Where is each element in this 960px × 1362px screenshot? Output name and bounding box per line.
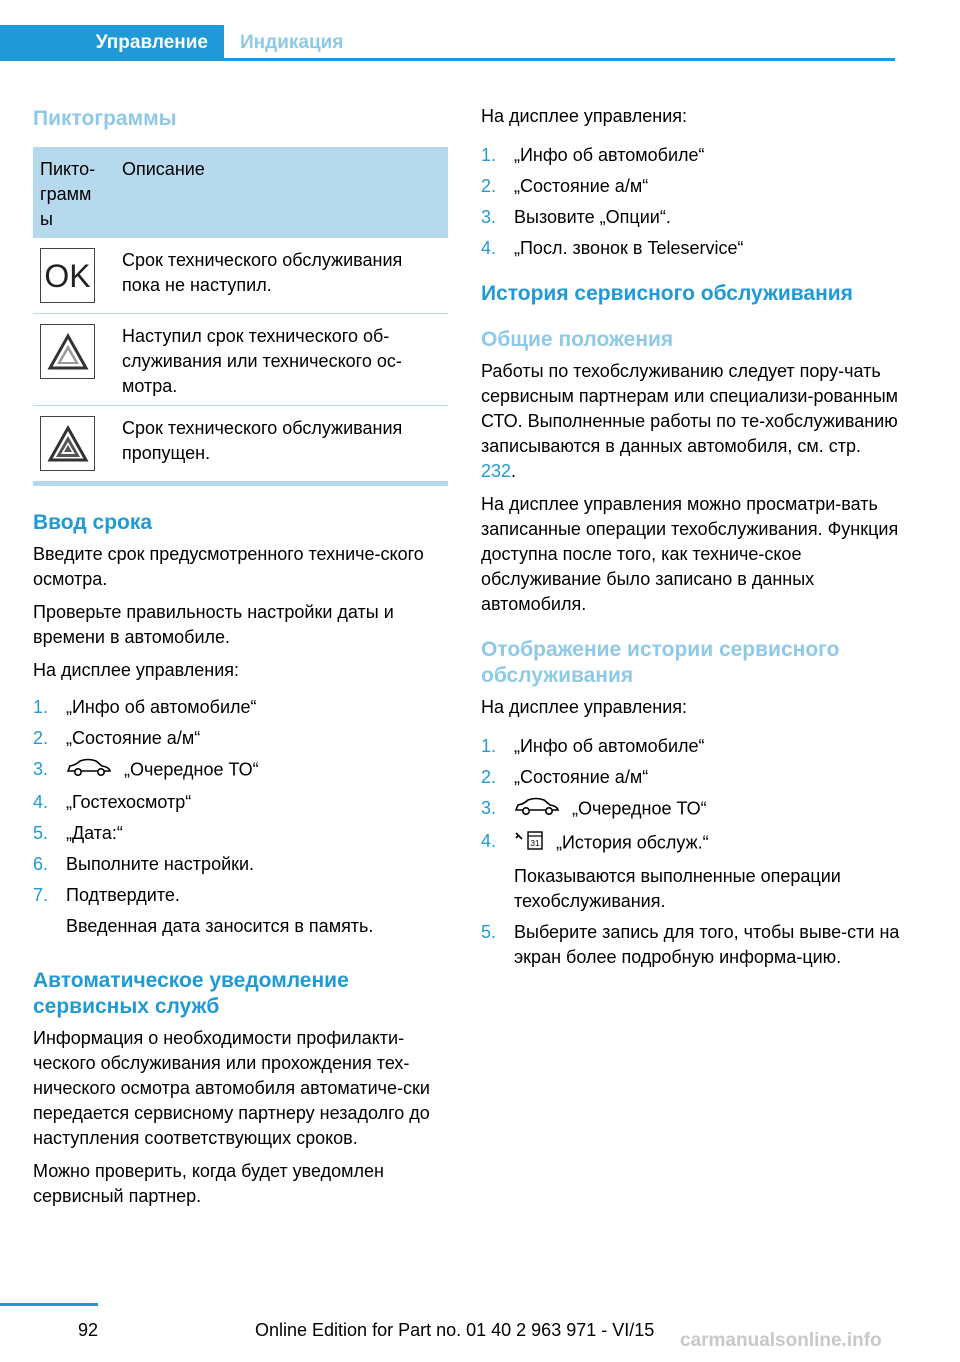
step-text: „Состояние а/м“ [514, 767, 649, 787]
pictogram-table [33, 147, 448, 481]
step-number: 5. [33, 823, 49, 843]
list-item [481, 765, 901, 790]
step-text: „Состояние а/м“ [66, 728, 201, 748]
step-number: 4. [481, 831, 497, 851]
step-list [481, 143, 901, 261]
list-item [33, 821, 448, 846]
step-number: 2. [33, 728, 49, 748]
paragraph: На дисплее управления: [33, 660, 240, 680]
step-number: 1. [481, 736, 497, 756]
tab-displays[interactable] [240, 25, 343, 61]
svg-text:OK: OK [44, 258, 91, 293]
page-link[interactable]: 232 [481, 461, 512, 481]
page-number: 92 [77, 1320, 98, 1340]
list-item [481, 236, 901, 261]
step-subtext: Показываются выполненные операции техобслуживания. [514, 866, 841, 911]
paragraph: На дисплее управления: [481, 106, 688, 126]
step-number: 2. [481, 767, 497, 787]
footer-rule [0, 1303, 98, 1306]
step-text: „Инфо об автомобиле“ [514, 736, 705, 756]
step-text: „Инфо об автомобиле“ [514, 145, 705, 165]
list-item [33, 757, 448, 784]
auto-notify-section [33, 968, 448, 1217]
paragraph: Информация о необходимости профилакти-ческого обслуживания или прохождения тех-нического осмотра автомобиля автоматиче-ски передается сервисному партнеру незадолго до наступления соответствующих сроков. [33, 1028, 430, 1148]
step-text: „Очередное ТО“ [572, 798, 707, 819]
step-text: Выполните настройки. [66, 854, 255, 874]
table-row [33, 406, 448, 481]
list-item [33, 883, 448, 939]
list-item [481, 143, 901, 168]
paragraph: Введите срок предусмотренного техниче-ского осмотра. [33, 544, 424, 589]
step-number: 1. [481, 145, 497, 165]
table-header [33, 147, 448, 238]
table-header-description: Описание [122, 159, 205, 179]
row-description: Наступил срок технического об-служивания или технического ос-мотра. [122, 326, 402, 396]
row-description: Срок технического обслуживания пока не наступил. [122, 250, 403, 295]
watermark: carmanualsonline.info [680, 1330, 882, 1351]
list-item [33, 726, 448, 751]
paragraph [481, 359, 901, 484]
step-number: 5. [481, 922, 497, 942]
step-number: 3. [481, 798, 497, 818]
step-number: 4. [481, 238, 497, 258]
step-subtext: Введенная дата заносится в память. [66, 916, 374, 936]
step-text: „Очередное ТО“ [124, 759, 259, 780]
list-item [481, 796, 901, 823]
step-text: „История обслуж.“ [556, 832, 709, 853]
right-column [481, 104, 901, 976]
ok-icon [40, 248, 95, 303]
step-text: Вызовите „Опции“. [514, 207, 671, 227]
pictograms-title: Пиктограммы [33, 107, 177, 130]
warning-triangle-icon [40, 324, 95, 379]
list-item [481, 734, 901, 759]
list-item [481, 205, 901, 230]
header-tabs [0, 25, 895, 61]
step-text: Подтвердите. [66, 885, 180, 905]
general-title: Общие положения [481, 328, 674, 351]
paragraph: На дисплее управления: [481, 697, 688, 717]
warning-triangle-filled-icon [40, 416, 95, 471]
date-entry-section [33, 510, 448, 945]
auto-notify-title: Автоматическое уведомление сервисных служб [33, 969, 349, 1018]
step-number: 1. [33, 697, 49, 717]
step-number: 4. [33, 792, 49, 812]
row-description: Срок технического обслуживания пропущен. [122, 418, 403, 463]
date-entry-title: Ввод срока [33, 511, 153, 534]
step-number: 6. [33, 854, 49, 874]
car-icon [66, 757, 112, 784]
step-text: „Дата:“ [66, 823, 123, 843]
car-icon [514, 796, 560, 823]
paragraph: На дисплее управления можно просматри-вать записанные операции техобслуживания. Функция доступна после того, как техниче-ское обслуживание было записано в данных автомобиля. [481, 494, 899, 614]
table-bottom-rule [33, 481, 448, 486]
list-item [33, 790, 448, 815]
step-list [33, 695, 448, 939]
display-history-title: Отображение истории сервисного обслуживания [481, 638, 840, 687]
step-text: „Гостехосмотр“ [66, 792, 192, 812]
table-header-pictogram: Пикто- грамм ы [40, 159, 96, 229]
step-number: 3. [481, 207, 497, 227]
list-item [481, 174, 901, 199]
paragraph-text: . [511, 461, 517, 481]
step-text: „Посл. звонок в Teleservice“ [514, 238, 744, 258]
header-rule [0, 58, 895, 61]
tab-controls[interactable] [0, 25, 224, 61]
step-number: 3. [33, 759, 49, 779]
step-number: 7. [33, 885, 49, 905]
paragraph-text: Работы по техобслуживанию следует пору-чать сервисным партнерам или специализи-рованным СТО. Выполненные работы по те-хобслуживанию записываются в данных автомобиля, см. стр. [481, 361, 899, 456]
list-item [481, 920, 901, 970]
list-item [481, 829, 901, 914]
step-text: Выберите запись для того, чтобы выве-сти на экран более подробную информа-цию. [514, 922, 900, 967]
step-list [481, 734, 901, 970]
table-row [33, 314, 448, 406]
list-item [33, 695, 448, 720]
tab-displays-label: Индикация [240, 32, 344, 53]
paragraph: Проверьте правильность настройки даты и времени в автомобиле. [33, 602, 394, 647]
table-row [33, 238, 448, 314]
step-number: 2. [481, 176, 497, 196]
paragraph: Можно проверить, когда будет уведомлен сервисный партнер. [33, 1161, 384, 1206]
calendar-wrench-icon [514, 829, 544, 858]
edition-text: Online Edition for Part no. 01 40 2 963 971 - VI/15 [255, 1320, 655, 1340]
list-item [33, 852, 448, 877]
tab-controls-label: Управление [95, 32, 208, 53]
history-title: История сервисного обслуживания [481, 282, 853, 305]
svg-text:31: 31 [530, 839, 540, 848]
step-text: „Инфо об автомобиле“ [66, 697, 257, 717]
step-text: „Состояние а/м“ [514, 176, 649, 196]
